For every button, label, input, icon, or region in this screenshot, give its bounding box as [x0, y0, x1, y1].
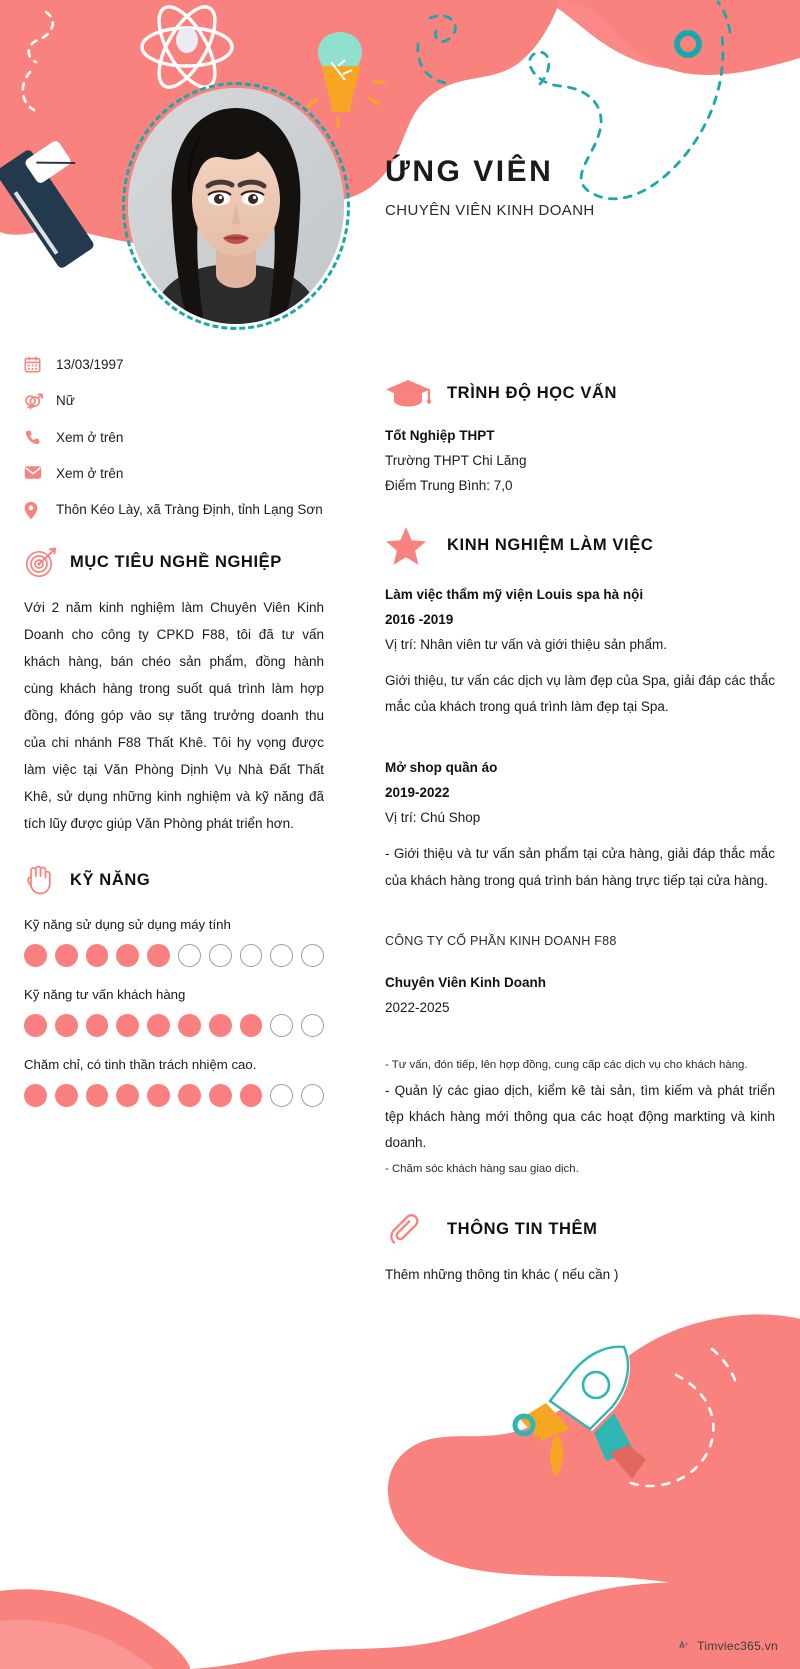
skill-item-0: [24, 915, 324, 967]
skill-rating-0: [24, 944, 324, 967]
experience-bullet-2: - Chăm sóc khách hàng sau giao dịch.: [385, 1162, 579, 1175]
skill-dot: [178, 1084, 201, 1107]
skill-dot: [178, 944, 201, 967]
skill-dot: [116, 1014, 139, 1037]
right-column: [385, 352, 775, 1288]
section-title-education: TRÌNH ĐỘ HỌC VẤN: [447, 383, 618, 402]
contact-value-email: Xem ở trên: [56, 465, 124, 481]
skill-dot: [270, 1014, 293, 1037]
skill-item-1: [24, 985, 324, 1037]
objective-text: Với 2 năm kinh nghiệm làm Chuyên Viên Kinh Doanh cho công ty CPKD F88, tôi đã tư vấn khách hàng, bán chéo sản phẩm, đồng hành cùng khách hàng trong suốt quá trình làm hợp đồng, đóng góp vào sự tăng trưởng doanh thu của chi nhánh F88 Thất Khê. Tôi hy vọng được làm việc tại Văn Phòng Dịnh Vụ Nhà Đất Thất Khê, sử dụng những kinh nghiệm và kỹ năng đã tích lũy được giúp Văn Phòng phát triển hơn.: [24, 600, 324, 832]
contact-row-phone[interactable]: [24, 428, 324, 448]
skill-dot: [24, 1084, 47, 1107]
section-header-experience: [385, 525, 775, 567]
contact-value-gender: Nữ: [56, 393, 75, 409]
skill-dot: [240, 1084, 263, 1107]
phone-icon: [24, 428, 50, 446]
contact-row-address: [24, 500, 324, 520]
skill-dot: [24, 1014, 47, 1037]
brand-footer[interactable]: [677, 1637, 778, 1655]
experience-entry-2: [385, 971, 775, 1021]
experience-date-0: 2016 -2019: [385, 611, 454, 627]
section-header-education: [385, 378, 775, 408]
skill-dot: [301, 944, 324, 967]
section-header-additional: [385, 1211, 775, 1247]
name-block: [385, 155, 785, 219]
skill-item-2: [24, 1055, 324, 1107]
experience-entry-0: [385, 583, 775, 721]
experience-position-0: Vị trí: Nhân viên tư vấn và giới thiệu sản phẩm.: [385, 636, 668, 652]
skill-dot: [86, 1014, 109, 1037]
footer-shapes: [0, 1309, 800, 1669]
skill-dot: [116, 944, 139, 967]
spacer: [385, 900, 775, 930]
experience-company: CÔNG TY CỔ PHẦN KINH DOANH F88: [385, 933, 617, 948]
experience-body-0: Giới thiệu, tư vấn các dịch vụ làm đẹp của Spa, giải đáp các thắc mắc của khách trong quá trình làm đẹp tại Spa.: [385, 672, 775, 715]
section-title-additional: THÔNG TIN THÊM: [447, 1219, 598, 1238]
skill-dot: [209, 1084, 232, 1107]
section-header-objective: [24, 546, 324, 578]
skill-dot: [55, 1084, 78, 1107]
avatar: [122, 82, 350, 330]
experience-bullet-1: - Quản lý các giao dịch, kiểm kê tài sản, tìm kiếm và phát triển tệp khách hàng mới thông qua các hoạt động markting và kinh doanh.: [385, 1082, 775, 1151]
experience-bullet-0: - Tư vấn, đón tiếp, lên hợp đồng, cung cấp các dịch vụ cho khách hàng.: [385, 1059, 748, 1072]
education-gpa: Điểm Trung Bình: 7,0: [385, 477, 513, 493]
contact-row-email[interactable]: [24, 464, 324, 484]
sparkle-icon: [677, 1637, 691, 1655]
location-icon: [24, 500, 50, 520]
skill-label-2: Chăm chỉ, có tinh thần trách nhiệm cao.: [24, 1056, 257, 1072]
contact-value-birthdate: 13/03/1997: [56, 357, 124, 372]
education-school: Trường THPT Chi Lăng: [385, 452, 527, 468]
left-column: [24, 355, 324, 1107]
education-degree: Tốt Nghiệp THPT: [385, 428, 495, 443]
experience-entry-1: [385, 756, 775, 894]
skill-dot: [86, 944, 109, 967]
gender-icon: [24, 391, 50, 410]
skill-dot: [55, 1014, 78, 1037]
skill-dot: [270, 944, 293, 967]
skill-dot: [209, 944, 232, 967]
atom-nucleus: [176, 27, 198, 53]
experience-body-1: - Giới thiệu và tư vấn sản phẩm tại cửa hàng, giải đáp thắc mắc của khách hàng trong quá trình bán hàng trực tiếp tại cửa hàng.: [385, 846, 775, 888]
skill-dot: [116, 1084, 139, 1107]
star-icon: [385, 525, 447, 567]
spacer: [385, 1027, 775, 1057]
skill-dot: [270, 1084, 293, 1107]
candidate-job-title: CHUYÊN VIÊN KINH DOANH: [385, 201, 595, 219]
skill-dot: [178, 1014, 201, 1037]
experience-date-2: 2022-2025: [385, 1000, 450, 1016]
skill-dot: [55, 944, 78, 967]
email-icon: [24, 464, 50, 480]
paperclip-icon: [385, 1211, 447, 1247]
spacer: [385, 953, 775, 971]
skill-dot: [209, 1014, 232, 1037]
skill-dot: [24, 944, 47, 967]
candidate-name: ỨNG VIÊN: [385, 155, 554, 188]
brand-label: Timviec365.vn: [697, 1639, 778, 1653]
skill-dot: [301, 1084, 324, 1107]
section-title-skills: KỸ NĂNG: [70, 870, 151, 889]
target-icon: [24, 546, 70, 578]
skill-dot: [147, 944, 170, 967]
skill-label-0: Kỹ năng sử dụng sử dụng máy tính: [24, 917, 231, 933]
hand-icon: [24, 863, 70, 897]
contact-row-birthdate: [24, 355, 324, 375]
skill-dot: [301, 1014, 324, 1037]
skill-dot: [86, 1084, 109, 1107]
skill-rating-2: [24, 1084, 324, 1107]
calendar-icon: [24, 355, 50, 373]
experience-date-1: 2019-2022: [385, 785, 450, 801]
contact-row-gender: [24, 391, 324, 411]
contact-value-address: Thôn Kéo Lày, xã Tràng Định, tỉnh Lạng Sơn: [56, 502, 323, 517]
avatar-dashed-ring: [122, 82, 350, 330]
additional-text: Thêm những thông tin khác ( nếu cần ): [385, 1267, 619, 1283]
graduation-cap-icon: [385, 378, 447, 408]
experience-title-2: Chuyên Viên Kinh Doanh: [385, 975, 547, 991]
section-title-objective: MỤC TIÊU NGHỀ NGHIỆP: [70, 552, 282, 571]
skill-rating-1: [24, 1014, 324, 1037]
skill-dot: [240, 1014, 263, 1037]
skill-dot: [240, 944, 263, 967]
section-header-skills: [24, 863, 324, 897]
skill-dot: [147, 1014, 170, 1037]
spacer: [385, 726, 775, 756]
experience-title-1: Mở shop quần áo: [385, 760, 498, 776]
header-banner: [0, 0, 800, 340]
experience-title-0: Làm việc thẩm mỹ viện Louis spa hà nội: [385, 586, 644, 602]
contact-value-phone: Xem ở trên: [56, 429, 124, 445]
experience-position-1: Vị trí: Chú Shop: [385, 810, 481, 826]
skill-dot: [147, 1084, 170, 1107]
section-title-experience: KINH NGHIỆM LÀM VIỆC: [447, 536, 654, 555]
skill-label-1: Kỹ năng tư vấn khách hàng: [24, 987, 186, 1003]
footer-decoration: [0, 1309, 800, 1669]
